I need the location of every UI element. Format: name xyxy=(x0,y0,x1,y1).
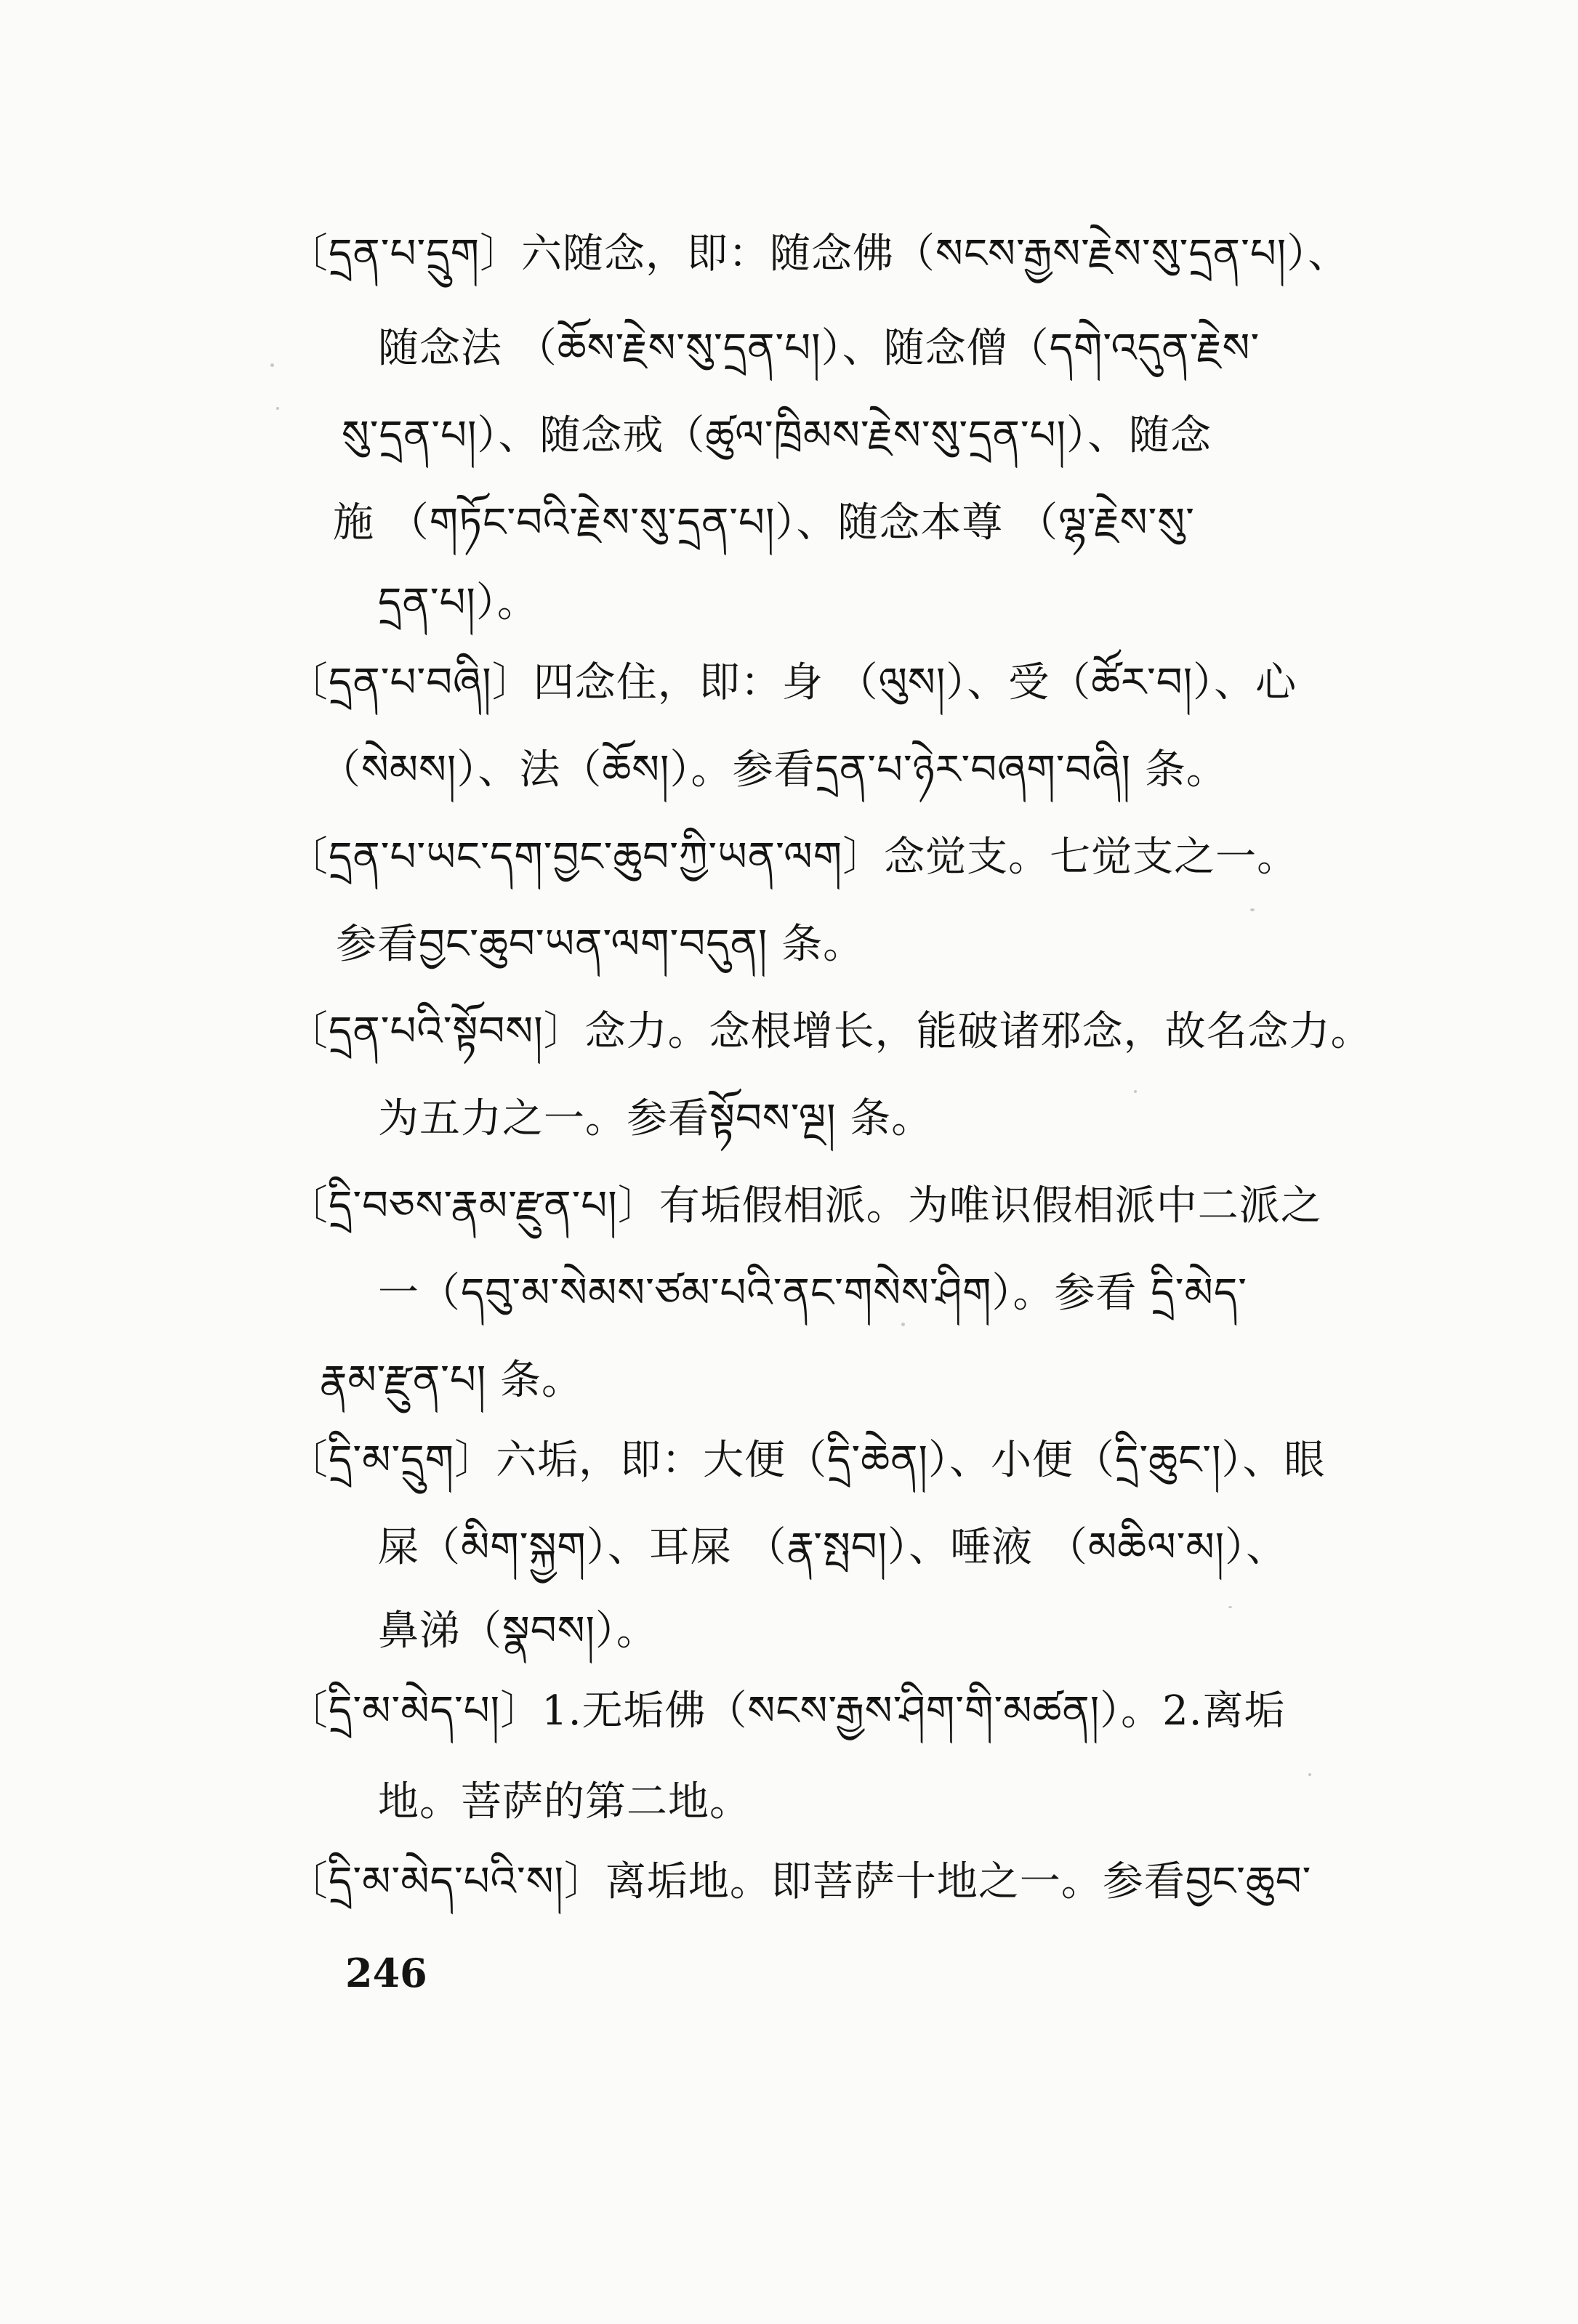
scan-speck xyxy=(1250,908,1255,911)
entry-line: 地。菩萨的第二地。 xyxy=(378,1778,751,1825)
entry-line: 〔དྲི་བཅས་རྣམ་རྫུན་པ།〕有垢假相派。为唯识假相派中二派之 xyxy=(287,1182,1322,1230)
entry-line: 鼻涕（སྣབས།）。 xyxy=(378,1607,658,1655)
entry-line: རྣམ་རྫུན་པ། 条。 xyxy=(320,1357,584,1404)
entry-line: 屎（མིག་སྐྱག）、耳屎 （རྣ་སྤབ།）、唾液 （མཆིལ་མ།）、 xyxy=(378,1524,1288,1571)
entry-line: 〔དྲི་མ་དྲུག〕六垢，即：大便（དྲི་ཆེན།）、小便（དྲི་ཆུང་།）、眼 xyxy=(287,1437,1326,1484)
entry-line: 一（དབུ་མ་སེམས་ཙམ་པའི་ནང་གསེས་ཤིག）。参看 དྲི་མེད་ xyxy=(378,1270,1248,1317)
scan-speck xyxy=(1134,1090,1137,1093)
entry-line: 〔དྲི་མ་མེད་པའི་ས།〕离垢地。即菩萨十地之一。参看བྱང་ཆུབ་ xyxy=(287,1858,1312,1905)
entry-line: 参看བྱང་ཆུབ་ཡན་ལག་བདུན། 条。 xyxy=(336,921,865,968)
entry-line: 〔དྲན་པའི་སྟོབས།〕念力。念根增长，能破诸邪念，故名念力。 xyxy=(287,1008,1372,1055)
entry-line: （སེམས།）、法（ཆོས།）。参看དྲན་པ་ཉེར་བཞག་བཞི། 条。 xyxy=(320,746,1228,794)
entry-line: དྲན་པ།）。 xyxy=(378,579,539,626)
scan-speck xyxy=(1228,1606,1232,1608)
scan-speck xyxy=(270,363,274,367)
entry-line: 为五力之一。参看སྟོབས་ལྔ། 条。 xyxy=(378,1095,933,1142)
entry-line: 〔དྲན་པ་བཞི།〕四念住，即：身 （ལུས།）、受（ཚོར་བ།）、心 xyxy=(287,659,1297,706)
entry-line: 〔དྲི་མ་མེད་པ།〕1.无垢佛（སངས་རྒྱས་ཤིག་གི་མཚན།）。2.离垢 xyxy=(287,1687,1286,1735)
entry-line: 施 （གཏོང་བའི་རྗེས་སུ་དྲན་པ།）、随念本尊 （ལྷ་རྗེས་སུ་ xyxy=(333,499,1195,546)
scan-speck xyxy=(1308,1773,1311,1776)
scan-speck xyxy=(276,407,279,410)
page-number: 246 xyxy=(345,1950,427,1996)
scan-speck xyxy=(901,1323,905,1326)
entry-line: 随念法 （ཆོས་རྗེས་སུ་དྲན་པ།）、随念僧（དགེ་འདུན་རྗེས་ xyxy=(378,325,1260,372)
entry-line: 〔དྲན་པ་ཡང་དག་བྱང་ཆུབ་ཀྱི་ཡན་ལག〕念觉支。七觉支之一。 xyxy=(287,834,1299,881)
entry-line: སུ་དྲན་པ།）、随念戒（ཚུལ་ཁྲིམས་རྗེས་སུ་དྲན་པ།）、随念 xyxy=(342,412,1212,459)
entry-line: 〔དྲན་པ་དྲུག〕六随念，即：随念佛（སངས་རྒྱས་རྗེས་སུ་དྲན་པ།）、 xyxy=(287,230,1350,278)
